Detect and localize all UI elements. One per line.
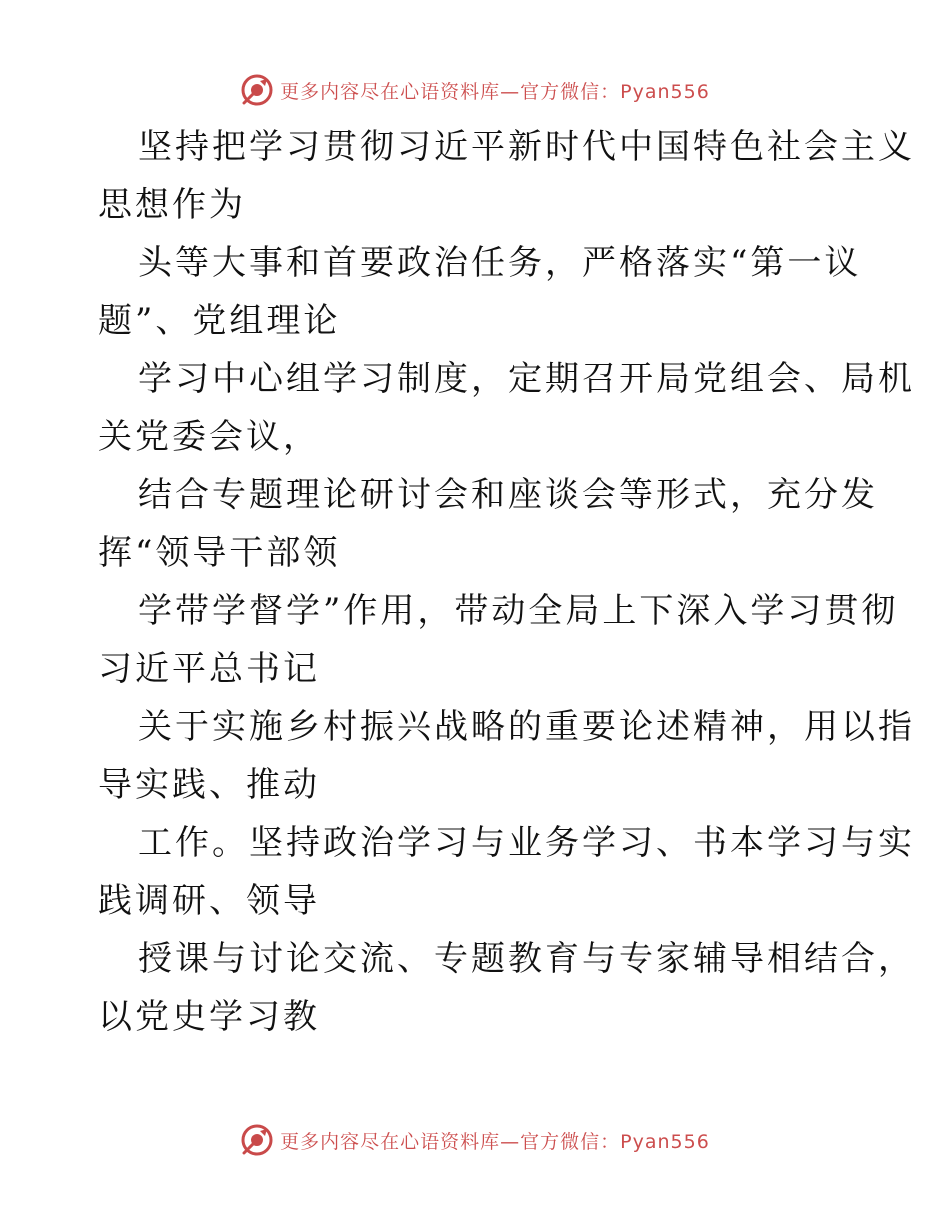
footer-banner-text: 更多内容尽在心语资料库—官方微信：Pyan556 (280, 1130, 710, 1153)
text-line: 学带学督学”作用，带动全局上下深入学习贯彻 (138, 591, 899, 631)
pen-logo-icon (240, 1123, 274, 1157)
text-line: 导实践、推动 (98, 765, 320, 805)
text-line: 工作。坚持政治学习与业务学习、书本学习与实 (138, 823, 915, 863)
text-line: 习近平总书记 (98, 649, 320, 689)
text-line: 题”、党组理论 (98, 301, 341, 341)
text-line: 关于实施乡村振兴战略的重要论述精神，用以指 (138, 707, 915, 747)
text-line: 授课与讨论交流、专题教育与专家辅导相结合， (138, 939, 915, 979)
text-line: 以党史学习教 (98, 997, 320, 1037)
text-line: 思想作为 (98, 185, 246, 225)
document-body (98, 118, 915, 1046)
footer-banner (0, 1118, 950, 1162)
text-line: 关党委会议， (98, 417, 320, 457)
header-banner (0, 68, 950, 112)
header-banner-text: 更多内容尽在心语资料库—官方微信：Pyan556 (280, 80, 710, 103)
text-line: 头等大事和首要政治任务，严格落实“第一议 (138, 243, 862, 283)
text-line: 坚持把学习贯彻习近平新时代中国特色社会主义 (138, 127, 915, 167)
pen-logo-icon (240, 73, 274, 107)
text-line: 学习中心组学习制度，定期召开局党组会、局机 (138, 359, 915, 399)
text-line: 结合专题理论研讨会和座谈会等形式，充分发 (138, 475, 878, 515)
text-line: 挥“领导干部领 (98, 533, 341, 573)
text-line: 践调研、领导 (98, 881, 320, 921)
